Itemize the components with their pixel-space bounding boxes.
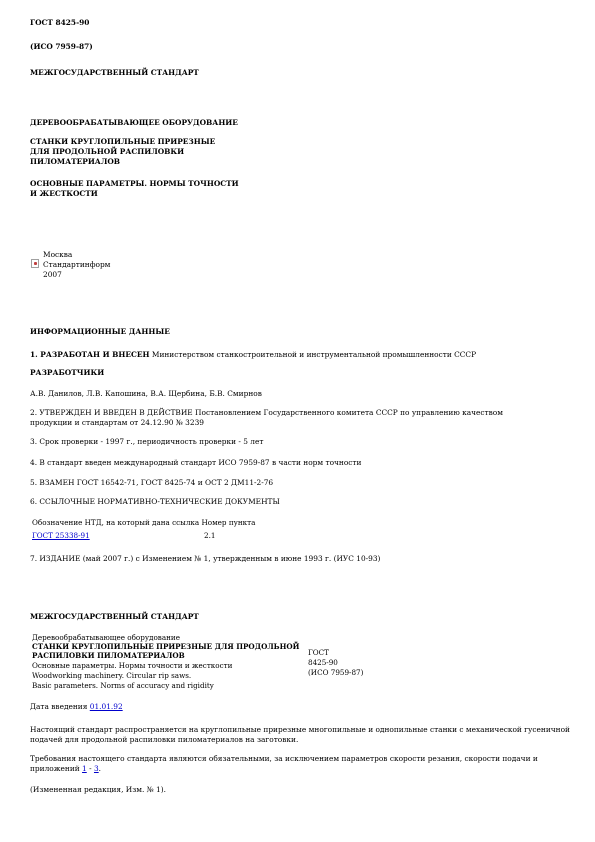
- subtitle-line-1: ОСНОВНЫЕ ПАРАМЕТРЫ. НОРМЫ ТОЧНОСТИ: [30, 179, 239, 188]
- intro-date-label: Дата введения: [30, 702, 88, 711]
- subtitle-line-2: И ЖЕСТКОСТИ: [30, 189, 98, 198]
- intro-date: [30, 702, 123, 712]
- title-category: ДЕРЕВООБРАБАТЫВАЮЩЕЕ ОБОРУДОВАНИЕ: [30, 118, 238, 127]
- refs-row-doc-link[interactable]: ГОСТ 25338-91: [32, 531, 90, 540]
- scope-line-2: подачей для продольной распиловки пиломатериалов на заготовки.: [30, 735, 299, 744]
- intro-date-link[interactable]: 01.01.92: [89, 702, 123, 711]
- doc-iso: (ИСО 7959-87): [30, 42, 93, 51]
- developers-label: РАЗРАБОТЧИКИ: [30, 368, 105, 377]
- standard-ru-subtitle: Основные параметры. Нормы точности и жесткости: [32, 661, 233, 670]
- info-item-5: 5. ВЗАМЕН ГОСТ 16542-71, ГОСТ 8425-74 и ОСТ 2 ДМ11-2-76: [30, 478, 274, 487]
- requirements-suffix: .: [98, 764, 102, 773]
- standard-interstate-label: МЕЖГОСУДАРСТВЕННЫЙ СТАНДАРТ: [30, 612, 199, 621]
- broken-image-icon: [31, 259, 39, 268]
- doc-code: ГОСТ 8425-90: [30, 18, 90, 27]
- scope-line-1: Настоящий стандарт распространяется на круглопильные прирезные многопильные и однопильные станки с механической гусеничной: [30, 725, 570, 734]
- standard-en-title: Woodworking machinery. Circular rip saws.: [32, 671, 192, 680]
- info-item-3: 3. Срок проверки - 1997 г., периодичность проверки - 5 лет: [30, 437, 264, 446]
- developers-list: А.В. Данилов, Л.В. Капошина, В.А. Щербина, Б.В. Смирнов: [30, 389, 262, 398]
- publisher-year: 2007: [43, 270, 62, 279]
- appendix-3-link[interactable]: 3: [93, 764, 99, 773]
- info-item-2-line-1: 2. УТВЕРЖДЕН И ВВЕДЕН В ДЕЙСТВИЕ Постановлением Государственного комитета СССР по управлению качеством: [30, 408, 503, 417]
- amendment-note: (Измененная редакция, Изм. № 1).: [30, 785, 166, 794]
- info-item-2-line-2: продукции и стандартам от 24.12.90 № 3239: [30, 418, 204, 427]
- standard-en-subtitle: Basic parameters. Norms of accuracy and rigidity: [32, 681, 214, 690]
- info-item-4: 4. В стандарт введен международный стандарт ИСО 7959-87 в части норм точности: [30, 458, 362, 467]
- standard-ru-title-2: РАСПИЛОВКИ ПИЛОМАТЕРИАЛОВ: [32, 651, 185, 660]
- standard-code-iso: (ИСО 7959-87): [308, 668, 364, 677]
- publisher-city: Москва: [43, 250, 73, 259]
- title-line-3: ПИЛОМАТЕРИАЛОВ: [30, 157, 121, 166]
- info-heading: ИНФОРМАЦИОННЫЕ ДАННЫЕ: [30, 327, 170, 336]
- requirements-line-2: [30, 764, 101, 774]
- refs-table-header: Обозначение НТД, на который дана ссылка Номер пункта: [32, 518, 256, 527]
- standard-ru-title-1: СТАНКИ КРУГЛОПИЛЬНЫЕ ПРИРЕЗНЫЕ ДЛЯ ПРОДОЛЬНОЙ: [32, 642, 300, 651]
- requirements-separator: -: [89, 764, 92, 773]
- standard-code-number: 8425-90: [308, 658, 338, 667]
- title-line-1: СТАНКИ КРУГЛОПИЛЬНЫЕ ПРИРЕЗНЫЕ: [30, 137, 216, 146]
- standard-code-label: ГОСТ: [308, 648, 329, 657]
- requirements-prefix: приложений: [30, 764, 80, 773]
- publisher-name: Стандартинформ: [43, 260, 111, 269]
- title-line-2: ДЛЯ ПРОДОЛЬНОЙ РАСПИЛОВКИ: [30, 147, 185, 156]
- info-item-7: 7. ИЗДАНИЕ (май 2007 г.) с Изменением № 1, утвержденным в июне 1993 г. (ИУС 10-93): [30, 554, 381, 563]
- info-item-6: 6. ССЫЛОЧНЫЕ НОРМАТИВНО-ТЕХНИЧЕСКИЕ ДОКУМЕНТЫ: [30, 497, 280, 506]
- refs-row-point: 2.1: [204, 531, 216, 540]
- interstate-label: МЕЖГОСУДАРСТВЕННЫЙ СТАНДАРТ: [30, 68, 199, 77]
- appendix-1-link[interactable]: 1: [82, 764, 87, 773]
- requirements-line-1: Требования настоящего стандарта являются обязательными, за исключением параметров скорости резания, скорости подачи и: [30, 754, 538, 763]
- info-item-1: 1. РАЗРАБОТАН И ВНЕСЕН Министерством станкостроительной и инструментальной промышленности СССР: [30, 350, 477, 359]
- standard-ru-category: Деревообрабатывающее оборудование: [32, 633, 180, 642]
